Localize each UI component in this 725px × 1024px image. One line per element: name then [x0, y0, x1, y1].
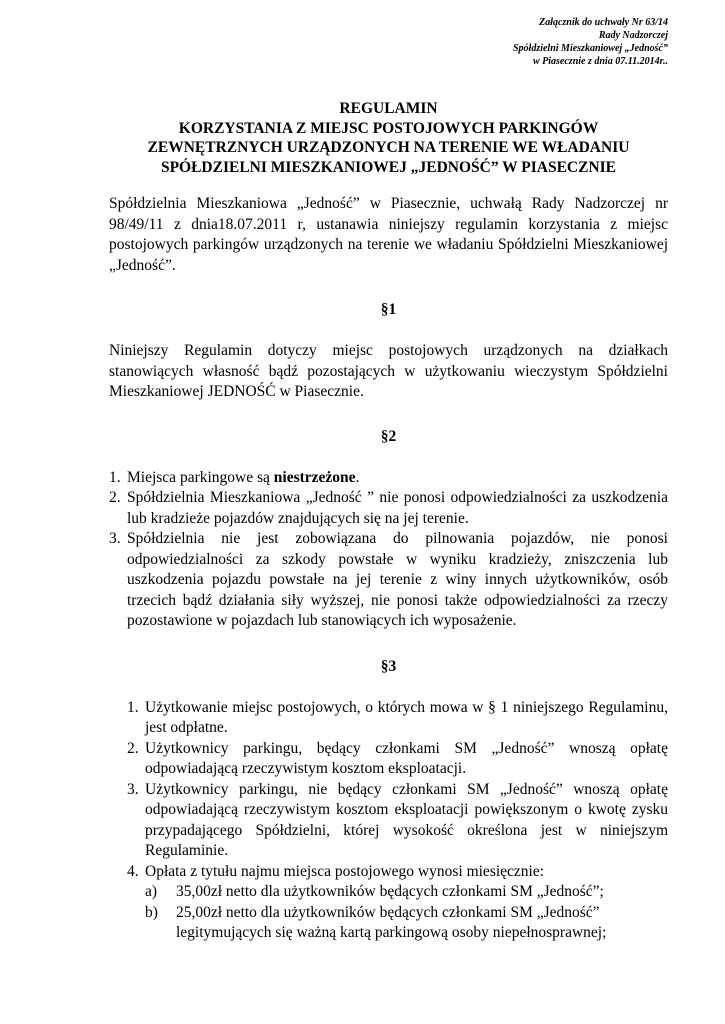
item-text: Użytkowanie miejsc postojowych, o których mowa w § 1 niniejszego Regulaminu, jest odpłatne.: [145, 698, 668, 736]
item-number: 4.: [127, 862, 139, 880]
item-text: Spółdzielnia Mieszkaniowa „Jedność ” nie ponosi odpowiedzialności za uszkodzenia lub kradzieże pojazdów znajdujących się na jej terenie.: [127, 489, 668, 527]
list-item: [127, 862, 668, 944]
section-1-heading: §1: [380, 301, 397, 318]
item-text: Użytkownicy parkingu, nie będący członkami SM „Jedność” wnoszą opłatę odpowiadającą rzeczywistym kosztom eksploatacji powiększonym o kwotę zysku przypadającego Spółdzielni, której wysokość określona jest w niniejszym Regulaminie.: [145, 780, 668, 859]
section-2-heading: §2: [380, 427, 397, 445]
section-1-text: Niniejszy Regulamin dotyczy miejsc postojowych urządzonych na działkach stanowiących własność bądź pozostających w użytkowaniu wieczystym Spółdzielni Mieszkaniowej JEDNOŚĆ w Piasecznie.: [109, 342, 668, 400]
section-2-list: [109, 468, 668, 632]
attachment-note: [109, 16, 668, 68]
list-item: [127, 780, 668, 862]
attachment-line: Spółdzielni Mieszkaniowej „Jedność”: [512, 43, 668, 54]
sub-list-item: [145, 903, 668, 944]
intro-paragraph: Spółdzielnia Mieszkaniowa „Jedność” w Piasecznie, uchwałą Rady Nadzorczej nr 98/49/11 z dnia18.07.2011 r, ustanawia niniejszy regulamin korzystania z miejsc postojowych parkingów urządzonych na terenie we władaniu Spółdzielni Mieszkaniowej „Jedność”.: [109, 195, 668, 274]
item-number: 3.: [109, 530, 121, 547]
title-line: REGULAMIN: [339, 100, 438, 117]
list-item: [109, 529, 668, 632]
attachment-line: Załącznik do uchwały Nr 63/14: [539, 17, 668, 28]
item-text: Użytkownicy parkingu, będący członkami SM „Jedność” wnoszą opłatę odpowiadającą rzeczywistym kosztom eksploatacji.: [145, 739, 668, 777]
list-item: [127, 698, 668, 739]
list-item: [109, 488, 668, 529]
list-item: [127, 739, 668, 780]
attachment-line: Rady Nadzorczej: [598, 30, 668, 41]
sub-list-item: [145, 882, 668, 903]
section-3-list: [109, 698, 668, 944]
sub-item-text: 35,00zł netto dla użytkowników będących członkami SM „Jedność”;: [176, 883, 604, 900]
fee-sublist: [145, 882, 668, 944]
item-text: .: [355, 468, 360, 486]
title-line: KORZYSTANIA Z MIEJSC POSTOJOWYCH PARKINGÓW: [178, 119, 599, 137]
list-item: [109, 468, 668, 489]
item-text: Opłata z tytułu najmu miejsca postojowego wynosi miesięcznie:: [145, 862, 545, 880]
attachment-line: w Piasecznie z dnia 07.11.2014r..: [532, 56, 668, 67]
sub-item-letter: a): [145, 883, 158, 900]
item-number: 3.: [127, 780, 139, 798]
item-number: 2.: [109, 489, 121, 506]
item-text: Miejsca parkingowe są: [127, 468, 274, 486]
sub-item-text: 25,00zł netto dla użytkowników będących członkami SM „Jedność” legitymujących się ważną kartą parkingową osoby niepełnosprawnej;: [176, 903, 607, 941]
title-line: ZEWNĘTRZNYCH URZĄDZONYCH NA TERENIE WE WŁADANIU: [147, 139, 630, 156]
document-title: [109, 99, 668, 177]
item-number: 1.: [109, 468, 121, 486]
item-number: 1.: [127, 698, 139, 716]
sub-item-letter: b): [145, 903, 158, 921]
item-number: 2.: [127, 739, 139, 757]
item-emphasis: niestrzeżone: [273, 468, 356, 486]
section-3-heading: §3: [380, 657, 397, 675]
title-line: SPÓŁDZIELNI MIESZKANIOWEJ „JEDNOŚĆ” W PIASECZNIE: [160, 158, 617, 176]
item-text: Spółdzielnia nie jest zobowiązana do pilnowania pojazdów, nie ponosi odpowiedzialności za szkody powstałe w wyniku kradzieży, zniszczenia lub uszkodzenia pojazdu powstałe na jej terenie z winy innych użytkowników, osób trzecich bądź działania siły wyższej, nie ponosi także odpowiedzialności za rzeczy pozostawione w pojazdach lub stanowiących ich wyposażenie.: [127, 530, 668, 629]
